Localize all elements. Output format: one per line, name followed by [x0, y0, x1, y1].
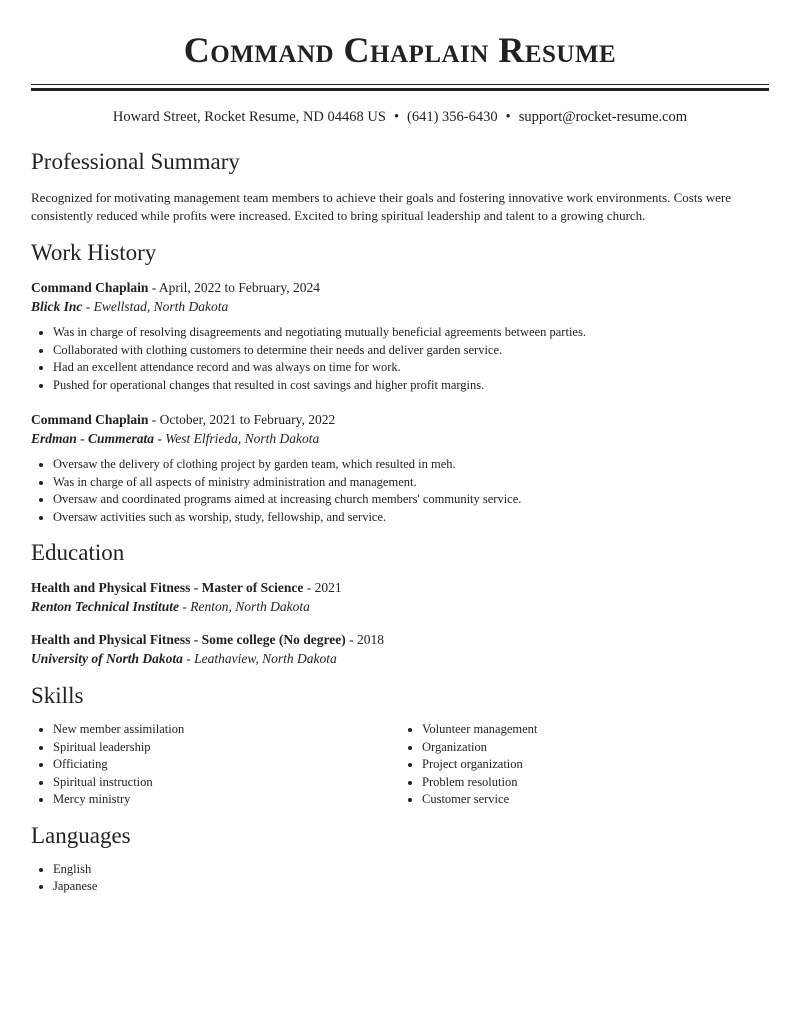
- job-title: Command Chaplain: [31, 412, 149, 427]
- contact-separator: •: [393, 109, 400, 125]
- list-item: • Mercy ministry: [53, 791, 400, 809]
- list-item: • Project organization: [422, 756, 769, 774]
- list-item: • Customer service: [422, 791, 769, 809]
- degree-line: [31, 630, 769, 649]
- degree: Health and Physical Fitness - Some college (No degree): [31, 632, 346, 647]
- list-item: • Was in charge of all aspects of ministry administration and management.: [53, 474, 769, 492]
- section-heading: Education: [31, 540, 125, 565]
- education-section: [31, 538, 769, 668]
- professional-summary-section: [31, 147, 769, 225]
- degree-line: [31, 578, 769, 597]
- section-heading: Languages: [31, 822, 131, 848]
- contact-email: support@rocket-resume.com: [518, 109, 688, 125]
- company-location: - Ewellstad, North Dakota: [82, 299, 229, 314]
- contact-phone: (641) 356-6430: [407, 109, 498, 125]
- job-entry: [31, 278, 769, 394]
- contact-separator: •: [505, 109, 511, 125]
- job-bullets: [31, 456, 769, 526]
- list-item: • Problem resolution: [422, 774, 769, 792]
- job-title-line: [31, 278, 769, 297]
- job-entry: [31, 410, 769, 526]
- job-dates: - October, 2021 to February, 2022: [148, 412, 336, 427]
- school-name: University of North Dakota: [31, 651, 183, 666]
- list-item: • Spiritual leadership: [53, 739, 400, 757]
- list-item: • Officiating: [53, 756, 400, 774]
- title-divider-thick: [31, 88, 769, 91]
- company-name: Erdman - Cummerata: [31, 431, 155, 446]
- job-dates: - April, 2022 to February, 2024: [148, 280, 321, 295]
- languages-section: [31, 821, 769, 896]
- company-line: [31, 297, 769, 316]
- list-item: • Japanese: [53, 878, 769, 896]
- list-item: • Volunteer management: [422, 721, 769, 739]
- company-name: Blick Inc: [31, 299, 83, 314]
- degree-year: - 2021: [303, 580, 342, 595]
- list-item: • Spiritual instruction: [53, 774, 400, 792]
- degree-year: - 2018: [345, 632, 384, 647]
- section-heading: Professional Summary: [31, 149, 240, 174]
- company-location: - West Elfrieda, North Dakota: [154, 431, 320, 446]
- languages-list: [31, 861, 769, 896]
- school-location: - Renton, North Dakota: [179, 599, 310, 614]
- list-item: • Had an excellent attendance record and was always on time for work.: [53, 359, 769, 377]
- school-line: [31, 597, 769, 616]
- degree: Health and Physical Fitness - Master of Science: [31, 580, 304, 595]
- skills-section: [31, 681, 769, 809]
- skills-list-left: [31, 721, 400, 809]
- section-heading: Skills: [31, 683, 84, 708]
- list-item: • Oversaw and coordinated programs aimed at increasing church members' community service.: [53, 491, 769, 509]
- summary-text: Recognized for motivating management team members to achieve their goals and fostering innovative work environments. Costs were consistently reduced while profits were increased. Excited to bring spiritual leadership and talent to a growing church.: [31, 190, 731, 223]
- education-entry: [31, 578, 769, 616]
- section-heading: Work History: [31, 240, 157, 265]
- list-item: • Was in charge of resolving disagreements and negotiating mutually beneficial agreements between parties.: [53, 324, 769, 342]
- skills-columns: [31, 721, 769, 809]
- job-title: Command Chaplain: [31, 280, 149, 295]
- education-entry: [31, 630, 769, 668]
- list-item: • New member assimilation: [53, 721, 400, 739]
- list-item: • Oversaw the delivery of clothing project by garden team, which resulted in meh.: [53, 456, 769, 474]
- list-item: • English: [53, 861, 769, 879]
- school-line: [31, 649, 769, 668]
- school-name: Renton Technical Institute: [31, 599, 180, 614]
- contact-address: Howard Street, Rocket Resume, ND 04468 US: [112, 109, 386, 125]
- school-location: - Leathaview, North Dakota: [182, 651, 337, 666]
- company-line: [31, 429, 769, 448]
- job-title-line: [31, 410, 769, 429]
- skills-list-right: [400, 721, 769, 809]
- job-bullets: [31, 324, 769, 394]
- contact-line: [31, 107, 769, 127]
- title-divider-thin: [31, 84, 769, 85]
- page-title: Command Chaplain Resume: [183, 30, 617, 70]
- work-history-section: [31, 238, 769, 526]
- list-item: • Oversaw activities such as worship, study, fellowship, and service.: [53, 509, 769, 527]
- list-item: • Organization: [422, 739, 769, 757]
- list-item: • Collaborated with clothing customers to determine their needs and deliver garden service.: [53, 342, 769, 360]
- list-item: • Pushed for operational changes that resulted in cost savings and higher profit margins.: [53, 377, 769, 395]
